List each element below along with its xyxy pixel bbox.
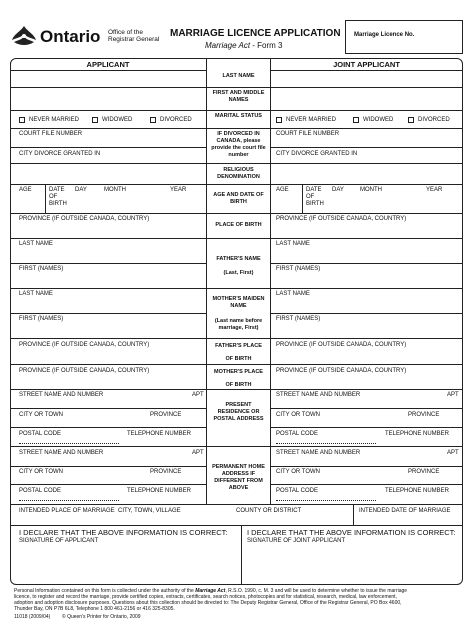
joint-age-label: AGE [276,187,289,193]
office-line-2: Registrar General [108,36,160,43]
mid-rule [206,338,270,339]
applicant-perm-postal-boxes[interactable] [19,495,119,501]
joint-father-last-field[interactable] [276,251,461,259]
applicant-father-place-field[interactable] [19,352,204,360]
applicant-mother-place-field[interactable] [19,378,204,386]
applicant-heading: APPLICANT [86,60,130,69]
applicant-place-birth-field[interactable] [19,225,204,233]
row-rule [10,213,206,214]
copyright: © Queen's Printer for Ontario, 2009 [62,614,141,620]
joint-divorced-label: DIVORCED [418,117,450,123]
intended-date-label: INTENDED DATE OF MARRIAGE [359,508,451,514]
mid-of-birth-1: OF BIRTH [225,356,252,362]
mid-mothers-place: MOTHER'S PLACE [214,369,263,375]
ontario-trillium-logo [10,24,38,48]
age-divider [45,184,46,213]
applicant-father-last-label: LAST NAME [19,241,53,247]
applicant-last-name-field[interactable] [12,75,204,83]
row-rule [270,263,463,264]
joint-postal-boxes[interactable] [276,438,376,444]
notice-pre: Personal Information contained on this form is collected under the authority of the [14,588,196,594]
joint-day-label: DAY [332,187,344,193]
mid-first-middle-names: FIRST AND MIDDLE NAMES [212,90,265,103]
mid-last-name: LAST NAME [222,73,255,79]
applicant-widowed-label: WIDOWED [102,117,133,123]
joint-mother-place-field[interactable] [276,378,461,386]
mid-mothers-maiden: MOTHER'S MAIDEN NAME [212,296,265,309]
joint-city-label: CITY OR TOWN [276,412,321,418]
row-rule [10,163,206,164]
row-rule [270,288,463,289]
applicant-day-label: DAY [75,187,87,193]
mid-rule [206,110,270,111]
joint-never-married-checkbox[interactable] [276,117,282,123]
subtitle-act: Marriage Act [205,41,251,50]
applicant-widowed-checkbox[interactable] [92,117,98,123]
joint-of-label: OF [306,194,315,200]
applicant-mother-first-field[interactable] [19,326,204,334]
joint-mother-first-label: FIRST (NAMES) [276,316,321,322]
applicant-never-married-checkbox[interactable] [19,117,25,123]
applicant-apt-label: APT [192,392,204,398]
notice-act: Marriage Act [195,588,226,594]
right-column-divider [270,58,271,504]
form-title: MARRIAGE LICENCE APPLICATION [170,28,341,39]
row-rule [10,238,206,239]
joint-perm-city-label: CITY OR TOWN [276,469,321,475]
joint-postal-label: POSTAL CODE [276,431,319,437]
mid-rule [206,163,270,164]
applicant-divorced-label: DIVORCED [160,117,192,123]
row-rule [270,484,463,485]
notice-line-3: adoption and adoption disclosure purposes. Questions about this collection should be directed to: The Deputy Registrar General, Office of the Registrar General, PO Box 4600, [14,600,402,606]
declaration-right: I DECLARE THAT THE ABOVE INFORMATION IS CORRECT: [247,528,456,537]
mid-rule [206,238,270,239]
mid-rule [206,184,270,185]
applicant-street-field[interactable] [19,400,204,408]
applicant-perm-postal-label: POSTAL CODE [19,488,62,494]
city-town-village-label: CITY, TOWN, VILLAGE [118,508,181,514]
joint-widowed-label: WIDOWED [363,117,394,123]
joint-perm-postal-label: POSTAL CODE [276,488,319,494]
row-rule [10,87,206,88]
mid-fathers-name: FATHER'S NAME [216,256,261,262]
applicant-religious-field[interactable] [12,170,204,178]
joint-father-last-label: LAST NAME [276,241,310,247]
notice-rest: , R.S.O. 1990, c. M. 3 and will be used to determine whether to issue the marriage [225,588,408,594]
joint-father-first-field[interactable] [276,276,461,284]
applicant-birth-label: BIRTH [49,201,67,207]
joint-telephone-label: TELEPHONE NUMBER [385,431,450,437]
row-rule [10,408,206,409]
row-rule [270,389,463,390]
signature-joint-field[interactable] [247,548,459,580]
row-rule [10,364,206,365]
joint-father-place-field[interactable] [276,352,461,360]
applicant-postal-label: POSTAL CODE [19,431,62,437]
applicant-date-label: DATE [49,187,65,193]
joint-mother-first-field[interactable] [276,326,461,334]
row-rule [10,466,206,467]
joint-city-divorce-label: CITY DIVORCE GRANTED IN [276,151,358,157]
marriage-row-divider [353,504,354,525]
row-rule [270,427,463,428]
mid-rule [206,446,270,447]
applicant-father-last-field[interactable] [19,251,204,259]
mid-permanent-home: PERMANENT HOME ADDRESS IF DIFFERENT FROM ABOVE [212,464,265,491]
applicant-perm-province-label: PROVINCE [150,469,182,475]
joint-perm-street-label: STREET NAME AND NUMBER [276,450,361,456]
joint-perm-street-field[interactable] [276,458,461,466]
mid-last-first: (Last, First) [223,270,254,276]
applicant-perm-apt-label: APT [192,450,204,456]
row-rule [10,338,206,339]
joint-perm-province-label: PROVINCE [408,469,440,475]
row-rule [10,184,206,185]
joint-city-divorce-field[interactable] [276,158,461,166]
applicant-court-file-field[interactable] [19,139,204,147]
joint-mother-place-label: PROVINCE (IF OUTSIDE CANADA, COUNTRY) [276,368,407,374]
row-rule [270,364,463,365]
row-rule [10,389,206,390]
applicant-city-divorce-field[interactable] [19,158,204,166]
applicant-telephone-label: TELEPHONE NUMBER [127,431,192,437]
row-rule [10,427,206,428]
applicant-never-married-label: NEVER MARRIED [29,117,80,123]
row-rule [270,110,463,111]
applicant-perm-city-label: CITY OR TOWN [19,469,64,475]
joint-place-birth-field[interactable] [276,225,461,233]
row-rule [270,184,463,185]
declaration-left: I DECLARE THAT THE ABOVE INFORMATION IS CORRECT: [19,528,228,537]
applicant-mother-first-label: FIRST (NAMES) [19,316,64,322]
row-rule [270,313,463,314]
applicant-month-label: MONTH [104,187,126,193]
row-rule [10,313,206,314]
joint-month-label: MONTH [360,187,382,193]
row-rule [10,128,206,129]
applicant-father-first-label: FIRST (NAMES) [19,266,64,272]
applicant-year-label: YEAR [170,187,187,193]
marriage-date-field[interactable] [359,515,459,523]
applicant-age-label: AGE [19,187,32,193]
applicant-street-label: STREET NAME AND NUMBER [19,392,104,398]
mid-present-residence: PRESENT RESIDENCE OR POSTAL ADDRESS [213,402,264,422]
mid-marital-status: MARITAL STATUS [215,113,262,119]
row-rule [270,87,463,88]
signature-applicant-field[interactable] [19,548,237,580]
notice-line-4: Thunder Bay, ON P7B 6L8, Telephone 1 800 461-2156 or 416 325-8305. [14,606,175,612]
row-rule [270,147,463,148]
signature-applicant-label: SIGNATURE OF APPLICANT [19,538,99,544]
joint-mother-last-label: LAST NAME [276,291,310,297]
office-line-1: Office of the [108,29,143,36]
applicant-mother-last-label: LAST NAME [19,291,53,297]
mid-rule [206,128,270,129]
joint-street-label: STREET NAME AND NUMBER [276,392,361,398]
row-rule [270,128,463,129]
mid-rule [206,213,270,214]
marriage-row-bottom-rule [10,525,463,526]
ontario-wordmark: Ontario [40,27,101,46]
notice-line-2: licence, to register and record the marriage, provide certified copies, extracts, certificates, search notices, photocopies and for statistical, research, medical, law enforcement, [14,594,397,600]
joint-perm-apt-label: APT [447,450,459,456]
mid-divorced-info: IF DIVORCED IN CANADA, please provide the court file number [211,131,266,158]
row-rule [270,163,463,164]
joint-perm-telephone-label: TELEPHONE NUMBER [385,488,450,494]
joint-father-place-label: PROVINCE (IF OUTSIDE CANADA, COUNTRY) [276,342,407,348]
form-subtitle [205,41,283,50]
applicant-mother-place-label: PROVINCE (IF OUTSIDE CANADA, COUNTRY) [19,368,150,374]
joint-province-birth-label: PROVINCE (IF OUTSIDE CANADA, COUNTRY) [276,216,407,222]
age-divider [302,184,303,213]
mid-of-birth-2: OF BIRTH [225,382,252,388]
applicant-first-names-field[interactable] [12,95,204,103]
row-rule [270,213,463,214]
licence-number-label: Marriage Licence No. [354,32,415,38]
marriage-row-top-rule [10,504,463,505]
applicant-court-file-label: COURT FILE NUMBER [19,131,83,137]
joint-court-file-label: COURT FILE NUMBER [276,131,340,137]
applicant-province-label: PROVINCE [150,412,182,418]
applicant-of-label: OF [49,194,58,200]
joint-street-field[interactable] [276,400,461,408]
marriage-place-field[interactable] [19,515,349,523]
row-rule [270,466,463,467]
declaration-divider [241,525,242,585]
row-rule [10,484,206,485]
joint-applicant-heading: JOINT APPLICANT [333,60,400,69]
applicant-province-birth-label: PROVINCE (IF OUTSIDE CANADA, COUNTRY) [19,216,150,222]
joint-province-label: PROVINCE [408,412,440,418]
row-rule [270,238,463,239]
mid-place-birth: PLACE OF BIRTH [215,222,262,228]
applicant-postal-boxes[interactable] [19,438,119,444]
left-column-divider [206,58,207,504]
row-rule [10,263,206,264]
joint-apt-label: APT [447,392,459,398]
row-rule [270,446,463,447]
county-district-label: COUNTY OR DISTRICT [236,508,302,514]
form-id: 11018 (2009/04) [14,614,51,620]
applicant-city-divorce-label: CITY DIVORCE GRANTED IN [19,151,101,157]
applicant-city-label: CITY OR TOWN [19,412,64,418]
joint-court-file-field[interactable] [276,139,461,147]
joint-father-first-label: FIRST (NAMES) [276,266,321,272]
heading-rule-right [270,70,463,71]
applicant-perm-telephone-label: TELEPHONE NUMBER [127,488,192,494]
mid-rule [206,288,270,289]
row-rule [10,110,206,111]
applicant-divorced-checkbox[interactable] [150,117,156,123]
mid-age-dob: AGE AND DATE OF BIRTH [213,192,264,205]
row-rule [10,147,206,148]
applicant-perm-street-field[interactable] [19,458,204,466]
subtitle-form: - Form 3 [250,41,283,50]
row-rule [270,408,463,409]
applicant-father-place-label: PROVINCE (IF OUTSIDE CANADA, COUNTRY) [19,342,150,348]
mid-rule [206,87,270,88]
joint-mother-last-field[interactable] [276,301,461,309]
heading-rule-left [10,70,206,71]
joint-first-names-field[interactable] [272,95,461,103]
row-rule [10,446,206,447]
applicant-perm-street-label: STREET NAME AND NUMBER [19,450,104,456]
row-rule [10,288,206,289]
joint-date-label: DATE [306,187,322,193]
joint-birth-label: BIRTH [306,201,324,207]
joint-widowed-checkbox[interactable] [353,117,359,123]
applicant-mother-last-field[interactable] [19,301,204,309]
mid-rule [206,364,270,365]
mid-last-before: (Last name before marriage, First) [214,318,263,331]
joint-religious-field[interactable] [272,170,461,178]
joint-perm-postal-boxes[interactable] [276,495,376,501]
joint-year-label: YEAR [426,187,443,193]
joint-never-married-label: NEVER MARRIED [286,117,337,123]
signature-joint-label: SIGNATURE OF JOINT APPLICANT [247,538,346,544]
joint-last-name-field[interactable] [272,75,461,83]
mid-religious: RELIGIOUS DENOMINATION [217,167,260,180]
intended-place-label: INTENDED PLACE OF MARRIAGE [19,508,115,514]
row-rule [270,338,463,339]
mid-rule [206,389,270,390]
applicant-father-first-field[interactable] [19,276,204,284]
mid-fathers-place: FATHER'S PLACE [215,343,262,349]
joint-divorced-checkbox[interactable] [408,117,414,123]
